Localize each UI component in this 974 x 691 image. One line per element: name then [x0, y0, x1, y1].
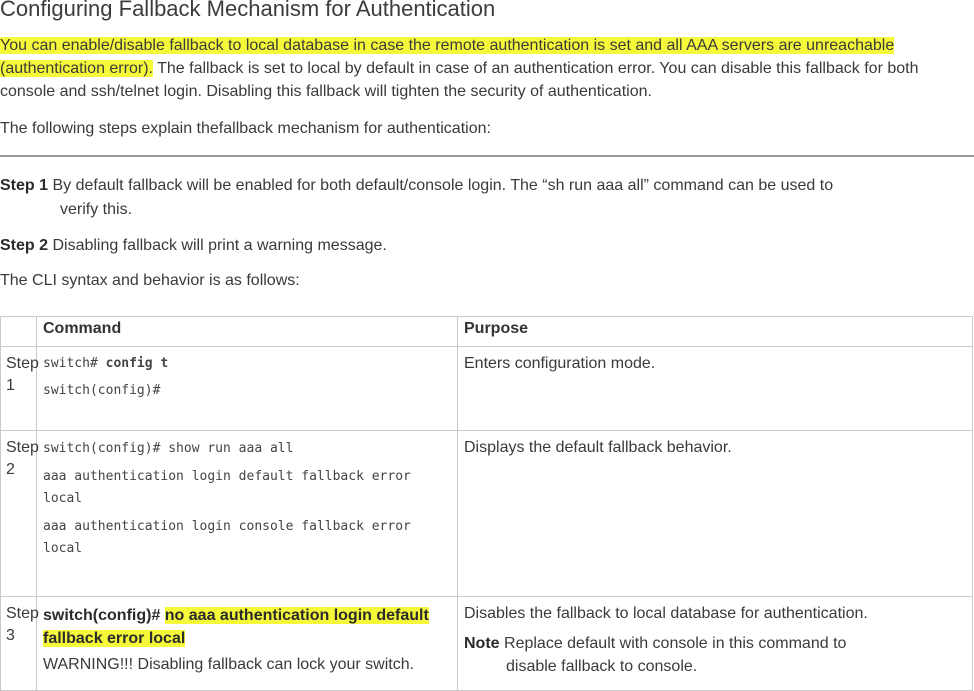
step-2-text: Disabling fallback will print a warning message.	[48, 237, 387, 254]
command-keyword: config t	[105, 356, 169, 371]
intro-rest: The fallback is set to local by default in case of an authentication error. You can disable this fallback for both console and ssh/telnet login. Disabling this fallback will tighten the security of authentication.	[0, 60, 919, 100]
section-divider	[0, 155, 974, 157]
step-1-label: Step 1	[0, 177, 49, 194]
command-prompt: switch#	[43, 356, 106, 371]
command-line: aaa authentication login default fallback error local	[43, 469, 411, 506]
purpose-cell: Displays the default fallback behavior.	[458, 431, 973, 597]
command-prompt: switch(config)#	[43, 607, 165, 624]
step-1-paragraph	[0, 174, 960, 222]
note-label: Note	[464, 635, 500, 652]
command-line	[43, 604, 451, 650]
highlighted-text: You can enable/disable fallback to local database in case the remote authentication is set and all AAA servers are unreachable (authentication error)	[0, 37, 895, 77]
step-cell: Step 3	[1, 597, 37, 691]
highlighted-command-continued: fallback error local	[43, 630, 186, 647]
step-cell: Step 1	[1, 347, 37, 431]
command-cell	[37, 347, 458, 431]
page-title: Configuring Fallback Mechanism for Authentication	[0, 0, 496, 21]
cli-table	[0, 316, 973, 691]
warning-text: WARNING!!! Disabling fallback can lock your switch.	[43, 656, 415, 673]
table-row	[1, 347, 973, 431]
step-cell: Step 2	[1, 431, 37, 597]
purpose-cell: Enters configuration mode.	[458, 347, 973, 431]
command-line: switch(config)# show run aaa all	[43, 441, 294, 456]
step-2-paragraph	[0, 234, 387, 258]
purpose-cell	[458, 597, 973, 691]
header-step	[1, 317, 37, 347]
command-line	[43, 353, 451, 375]
cli-intro: The CLI syntax and behavior is as follows:	[0, 272, 300, 289]
note-text: Replace default with console in this command to	[499, 635, 847, 652]
header-command: Command	[37, 317, 458, 347]
purpose-text: Disables the fallback to local database for authentication.	[464, 605, 868, 622]
steps-intro: The following steps explain thefallback mechanism for authentication:	[0, 120, 491, 137]
step-1-text-continued: verify this.	[60, 201, 133, 218]
note-block	[464, 632, 966, 678]
table-row	[1, 431, 973, 597]
note-text-continued: disable fallback to console.	[506, 658, 698, 675]
intro-paragraph	[0, 34, 972, 103]
highlighted-period: .	[148, 60, 153, 77]
command-cell	[37, 597, 458, 691]
step-1-text: By default fallback will be enabled for both default/console login. The “sh run aaa all” command can be used to	[48, 177, 834, 194]
step-2-label: Step 2	[0, 237, 49, 254]
command-line: aaa authentication login console fallback error local	[43, 519, 411, 556]
table-header-row	[1, 317, 973, 347]
command-cell	[37, 431, 458, 597]
command-line: switch(config)#	[43, 383, 161, 398]
highlighted-command: no aaa authentication login default	[164, 607, 429, 624]
header-purpose: Purpose	[458, 317, 973, 347]
table-row	[1, 597, 973, 691]
